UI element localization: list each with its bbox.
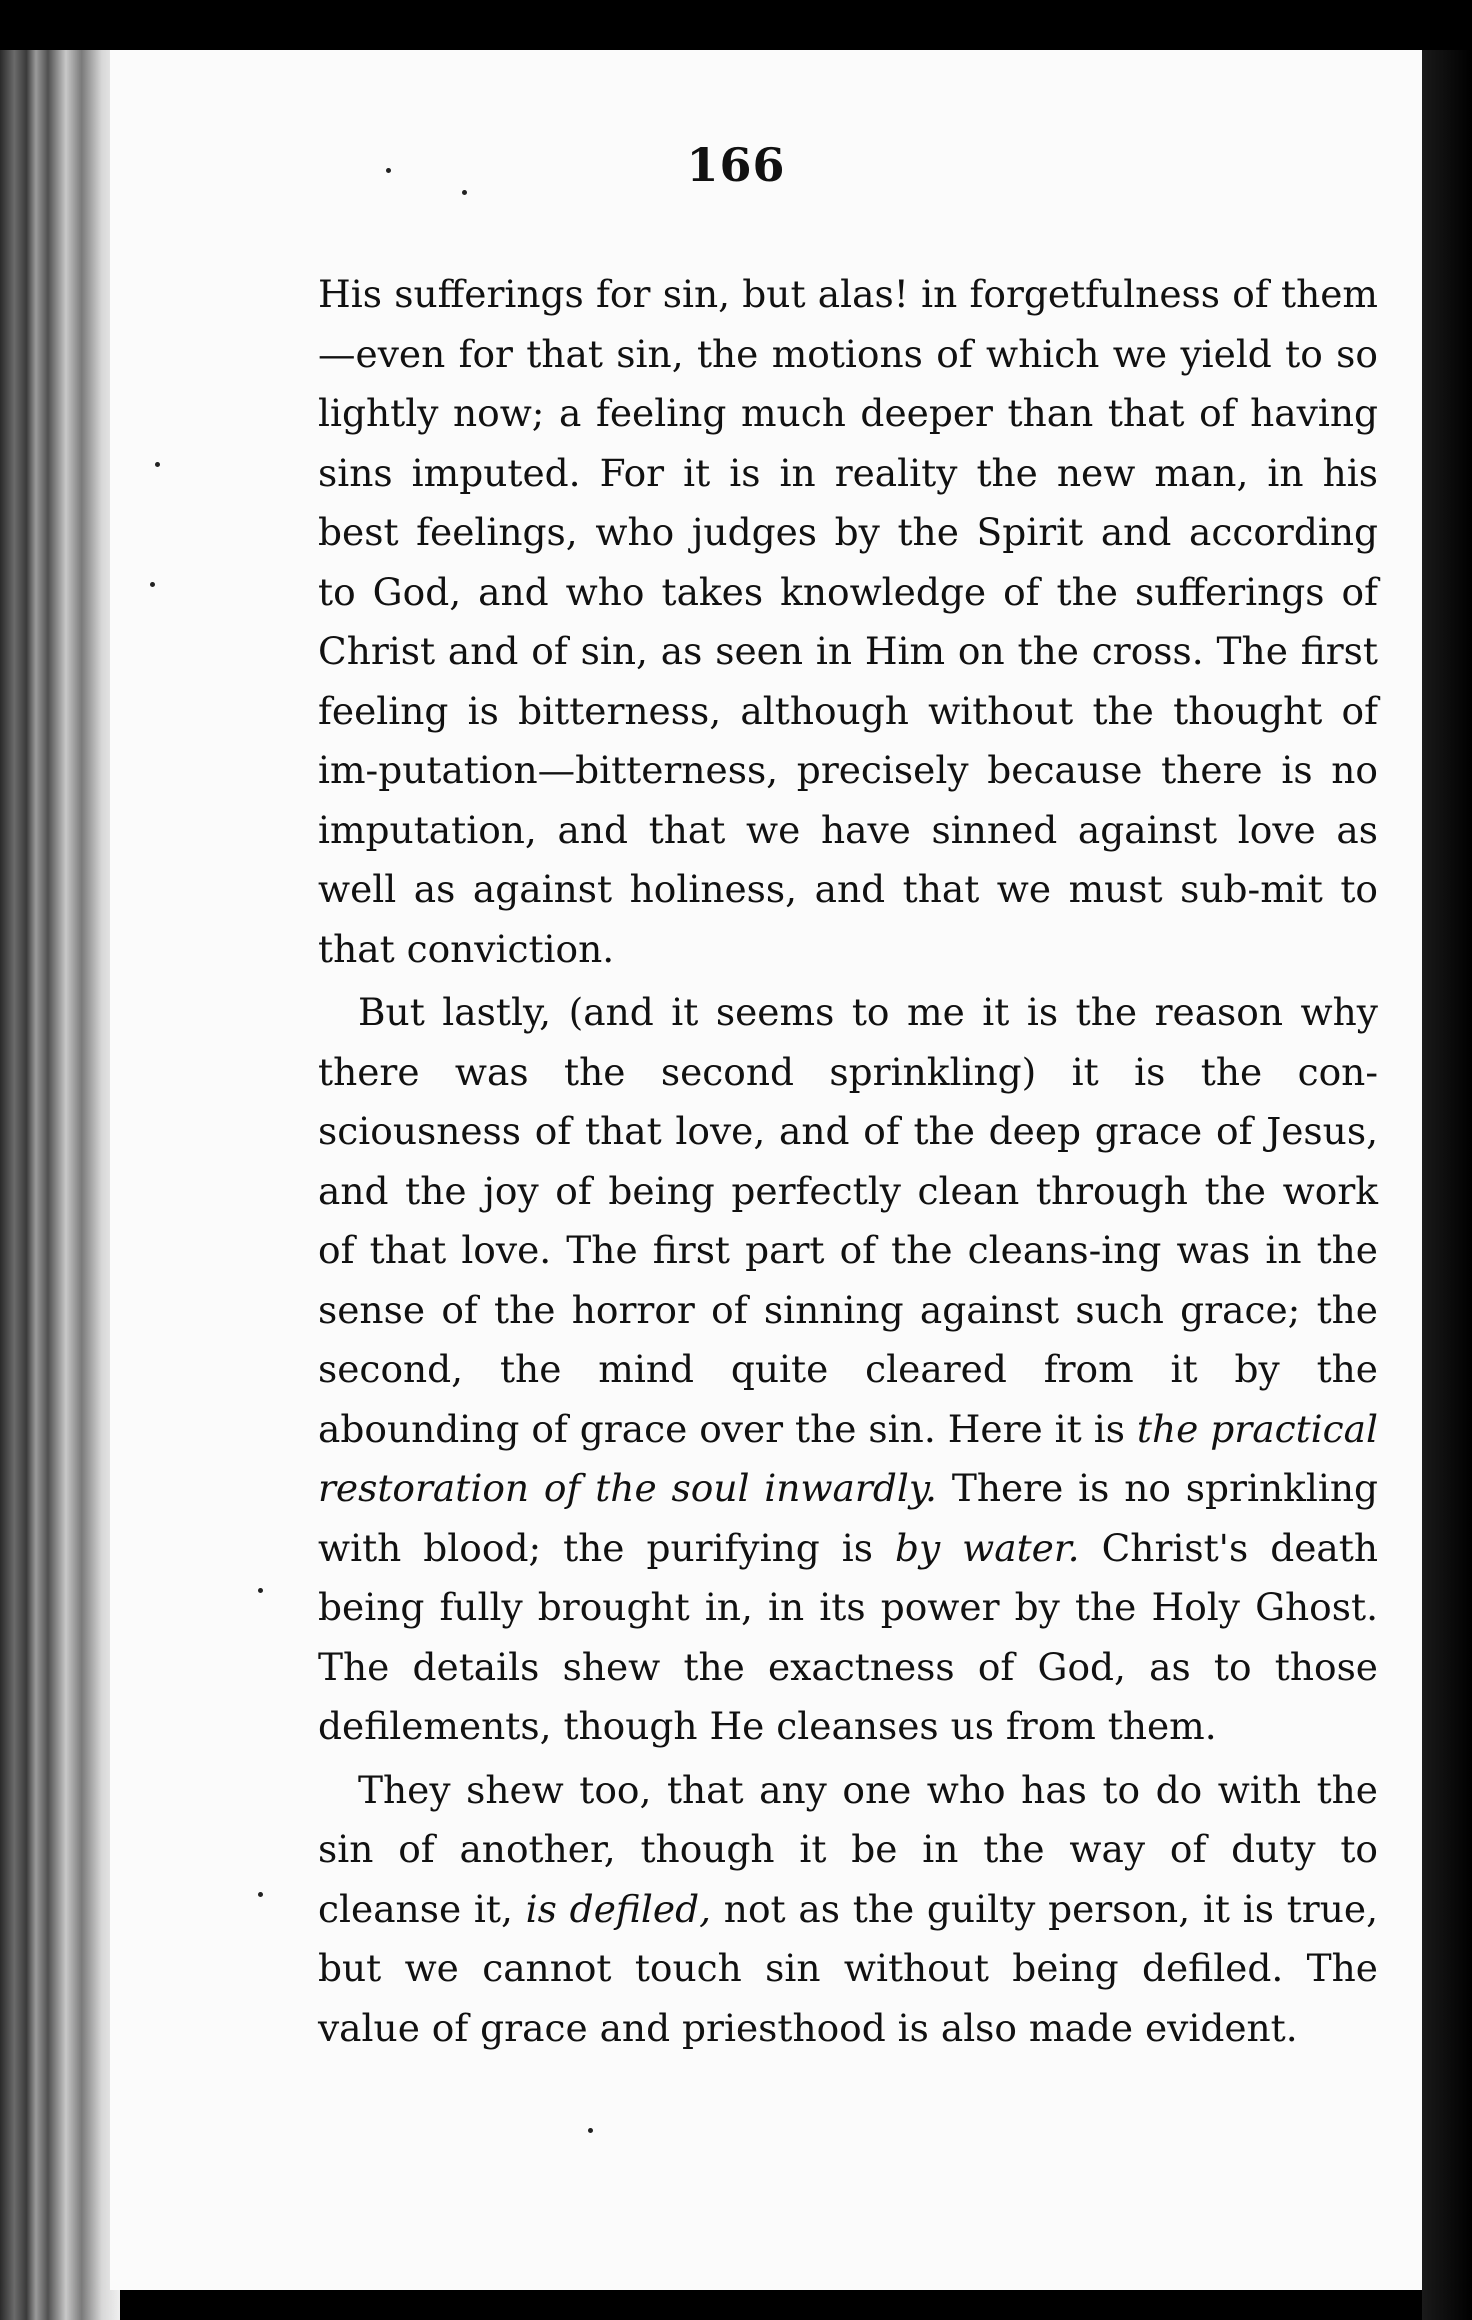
body-text [318,265,1378,2058]
paragraph-1 [318,265,1378,979]
paragraph-1-text: His sufferings for sin, but alas! in forgetfulness of them—even for that sin, the motions of which we yield to so lightly now; a feeling much deeper than that of having sins imputed. For it is in reality the new man, in his best feelings, who judges by the Spirit and according to God, and who takes knowledge of the sufferings of Christ and of sin, as seen in Him on the cross. The first feeling is bitterness, although without the thought of im-putation—bitterness, precisely because there is no imputation, and that we have sinned against love as well as against holiness, and that we must sub-mit to that conviction. [318,272,1378,971]
paragraph-2-run-3: There is no sprinkling with blood; the purifying is [318,1466,1378,1570]
paragraph-3-run-1: They shew too, that any one who has to do with the sin of another, though it be in the way of duty to cleanse it, [318,1767,1378,1931]
page-number: 166 [686,138,786,192]
scan-speck [386,168,391,173]
paragraph-3 [318,1761,1378,2059]
paragraph-2 [318,983,1378,1757]
paragraph-2-run-5: Christ's death being fully brought in, in its power by the Holy Ghost. The details shew the exactness of God, as to those defilements, though He cleanses us from them. [318,1525,1378,1748]
scan-speck [155,462,160,467]
scan-speck [462,190,467,195]
paragraph-3-italic-phrase: is defiled, [525,1886,712,1931]
paragraph-3-run-3: not as the guilty person, it is true, but we cannot touch sin without being defiled. The value of grace and priesthood is also made evident. [318,1886,1378,2050]
paragraph-2-run-1: But lastly, (and it seems to me it is the reason why there was the second sprinkling) it is the con-sciousness of that love, and of the deep grace of Jesus, and the joy of being perfectly clean through the work of that love. The first part of the cleans-ing was in the sense of the horror of sinning against such grace; the second, the mind quite cleared from it by the abounding of grace over the sin. Here it is [318,990,1378,1451]
scan-speck [150,582,155,587]
scan-speck [588,2128,593,2133]
paragraph-2-italic-phrase-1: the practical restoration of the soul inwardly. [318,1406,1378,1510]
book-binding [0,50,120,2320]
scan-speck [258,1892,263,1897]
paragraph-2-italic-phrase-2: by water. [894,1525,1080,1570]
scan-speck [258,1588,263,1593]
page-edge-shadow [1422,50,1472,2320]
